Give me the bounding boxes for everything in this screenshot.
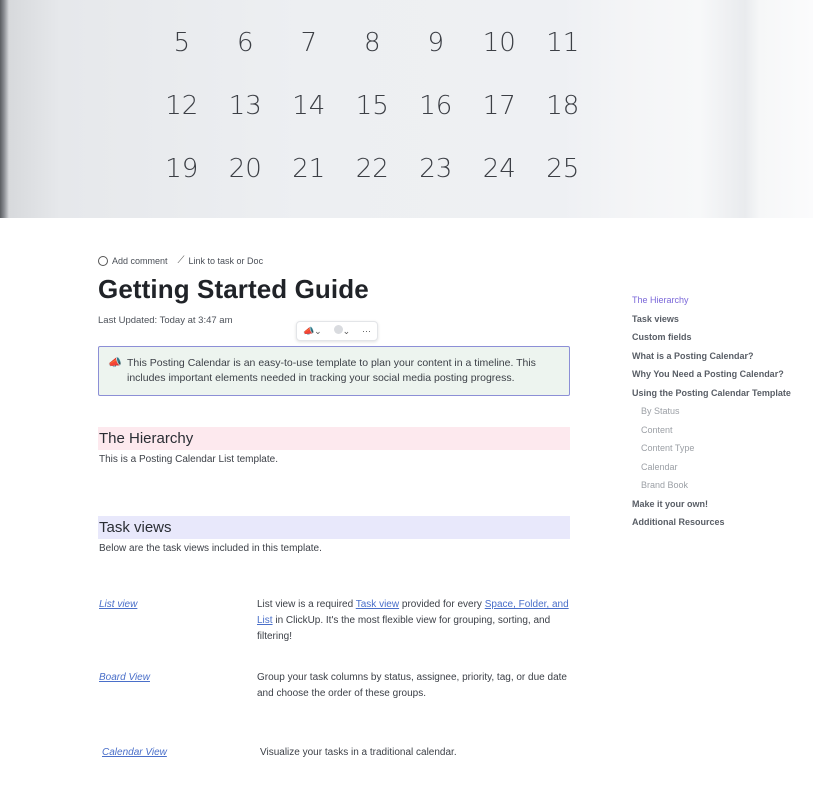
calendar-day: 13: [228, 91, 262, 121]
color-picker-button[interactable]: ⌄: [334, 325, 351, 337]
board-view-description: Group your task columns by status, assignee, priority, tag, or due date and choose the order of these groups.: [257, 672, 567, 699]
table-of-contents: [632, 295, 807, 536]
toc-item-why-you-need[interactable]: Why You Need a Posting Calendar?: [632, 369, 784, 379]
callout-block: [98, 346, 570, 396]
add-comment-label: Add comment: [112, 255, 168, 266]
calendar-day: 24: [482, 154, 516, 184]
calendar-day: 12: [165, 91, 199, 121]
calendar-row: [150, 28, 600, 58]
toc-item-by-status[interactable]: By Status: [641, 406, 680, 416]
task-view-link[interactable]: Task view: [355, 599, 400, 610]
calendar-day: 14: [292, 91, 326, 121]
calendar-view-link[interactable]: Calendar View: [102, 747, 167, 758]
calendar-day: 7: [300, 28, 318, 58]
calendar-day: 5: [173, 28, 191, 58]
task-views-heading: Task views: [98, 516, 570, 539]
calendar-row: [150, 154, 600, 184]
board-view-link[interactable]: Board View: [99, 672, 150, 683]
space-folder-list-link[interactable]: Space, Folder, and List: [257, 599, 569, 626]
list-view-link[interactable]: List view: [99, 599, 138, 610]
megaphone-icon: 📣: [108, 357, 122, 369]
hierarchy-text: This is a Posting Calendar List template.: [99, 454, 278, 465]
link-icon: ⟋: [177, 255, 185, 266]
calendar-day: 18: [546, 91, 580, 121]
list-view-desc-part: provided for every: [399, 599, 485, 610]
calendar-day: 16: [419, 91, 453, 121]
calendar-day: 22: [355, 154, 389, 184]
toc-item-the-hierarchy[interactable]: The Hierarchy: [632, 295, 689, 305]
link-task-button[interactable]: [178, 255, 264, 266]
calendar-day: 19: [165, 154, 199, 184]
toc-item-content-type[interactable]: Content Type: [641, 443, 695, 453]
toc-item-using-template[interactable]: Using the Posting Calendar Template: [632, 387, 791, 398]
callout-text: This Posting Calendar is an easy-to-use template to plan your content in a timeline. This includes important elements needed in tracking your social media posting progress.: [127, 357, 536, 384]
calendar-day: 6: [236, 28, 254, 58]
doc-actions: [98, 255, 263, 266]
add-comment-button[interactable]: [98, 255, 168, 266]
toc-item-brand-book[interactable]: Brand Book: [641, 480, 689, 490]
calendar-day: 23: [419, 154, 453, 184]
calendar-day: 9: [427, 28, 445, 58]
emoji-picker-button[interactable]: 📣⌄: [302, 325, 322, 336]
toc-item-custom-fields[interactable]: Custom fields: [632, 332, 692, 342]
toc-item-additional-resources[interactable]: Additional Resources: [632, 517, 725, 527]
calendar-view-description: Visualize your tasks in a traditional calendar.: [260, 747, 457, 758]
cover-image: [0, 0, 813, 218]
hierarchy-heading: The Hierarchy: [98, 427, 570, 450]
last-updated: Last Updated: Today at 3:47 am: [98, 315, 233, 326]
calendar-day: 21: [292, 154, 326, 184]
calendar-day: 15: [355, 91, 389, 121]
comment-icon: [98, 256, 108, 266]
list-view-desc-part: List view is a required: [257, 599, 356, 610]
toc-item-make-it-your-own[interactable]: Make it your own!: [632, 498, 709, 509]
calendar-row: [150, 91, 600, 121]
list-view-description: [257, 597, 571, 645]
toc-item-what-is[interactable]: What is a Posting Calendar?: [632, 350, 754, 361]
page-title: Getting Started Guide: [98, 274, 369, 304]
toc-item-task-views[interactable]: Task views: [632, 313, 679, 324]
toc-item-calendar[interactable]: Calendar: [641, 461, 678, 472]
toc-item-content[interactable]: Content: [641, 424, 673, 435]
calendar-day: 8: [363, 28, 381, 58]
more-options-button[interactable]: ···: [362, 326, 372, 336]
calendar-day: 25: [546, 154, 580, 184]
link-task-label: Link to task or Doc: [188, 255, 264, 266]
block-toolbar: [296, 321, 378, 341]
list-view-desc-part: in ClickUp. It's the most flexible view for grouping, sorting, and filtering!: [257, 615, 551, 642]
task-views-text: Below are the task views included in this template.: [99, 543, 322, 554]
color-dot-icon: [334, 325, 343, 334]
calendar-day: 11: [546, 28, 580, 58]
calendar-day: 20: [228, 154, 262, 184]
calendar-day: 10: [482, 28, 516, 58]
calendar-day: 17: [482, 91, 516, 121]
